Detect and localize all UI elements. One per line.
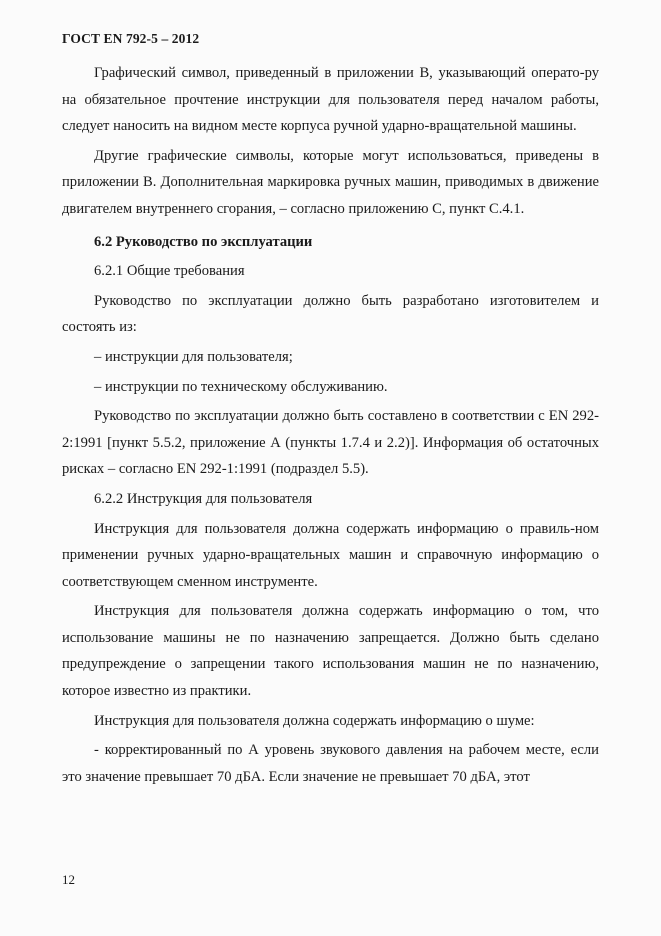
paragraph-misuse-warning: Инструкция для пользователя должна содержать информацию о том, что использование машины не по назначению запрещается. Должно быть сделано предупреждение о запрещении такого использования машин не по назначению, которое известно из практики. xyxy=(62,603,599,700)
paragraph-sound-pressure: - корректированный по А уровень звукового давления на рабочем месте, если это значение превышает 70 дБА. Если значение не превышает 70 дБА, этот xyxy=(62,742,599,785)
paragraph-noise-info: Инструкция для пользователя должна содержать информацию о шуме: xyxy=(94,712,535,729)
paragraph-other-symbols: Другие графические символы, которые могут использоваться, приведены в приложении В. Дополнительная маркировка ручных машин, приводимых в движение двигателем внутреннего сгорания, – согласно приложению С, пункт С.4.1. xyxy=(62,147,599,217)
paragraph-manual-standards: Руководство по эксплуатации должно быть составлено в соответствии с EN 292-2:1991 [пункт 5.5.2, приложение А (пункты 1.7.4 и 2.2)]. Информация об остаточных рисках – согласно EN 292-1:1991 (подраздел 5.5). xyxy=(62,408,599,478)
list-item-maintenance-instructions: – инструкции по техническому обслуживанию. xyxy=(94,378,388,395)
document-header: ГОСТ EN 792-5 – 2012 xyxy=(62,31,200,46)
paragraph-manual-contents: Руководство по эксплуатации должно быть разработано изготовителем и состоять из: xyxy=(62,292,599,336)
paragraph-correct-use: Инструкция для пользователя должна содержать информацию о правиль-ном применении ручных ударно-вращательных машин и справочную информацию о соответствующем сменном инструменте. xyxy=(62,520,599,590)
page-number: 12 xyxy=(62,872,75,887)
paragraph-graphic-symbol: Графический символ, приведенный в приложении В, указывающий операто-ру на обязательное прочтение инструкции для пользователя перед началом работы, следует наносить на видном месте корпуса ручной ударно-вращательной машины. xyxy=(62,65,599,135)
list-item-user-instructions: – инструкции для пользователя; xyxy=(94,348,293,365)
section-heading-6-2: 6.2 Руководство по эксплуатации xyxy=(94,233,313,250)
subsection-heading-6-2-2: 6.2.2 Инструкция для пользователя xyxy=(94,490,313,507)
document-body xyxy=(62,60,599,790)
subsection-heading-6-2-1: 6.2.1 Общие требования xyxy=(94,263,245,280)
